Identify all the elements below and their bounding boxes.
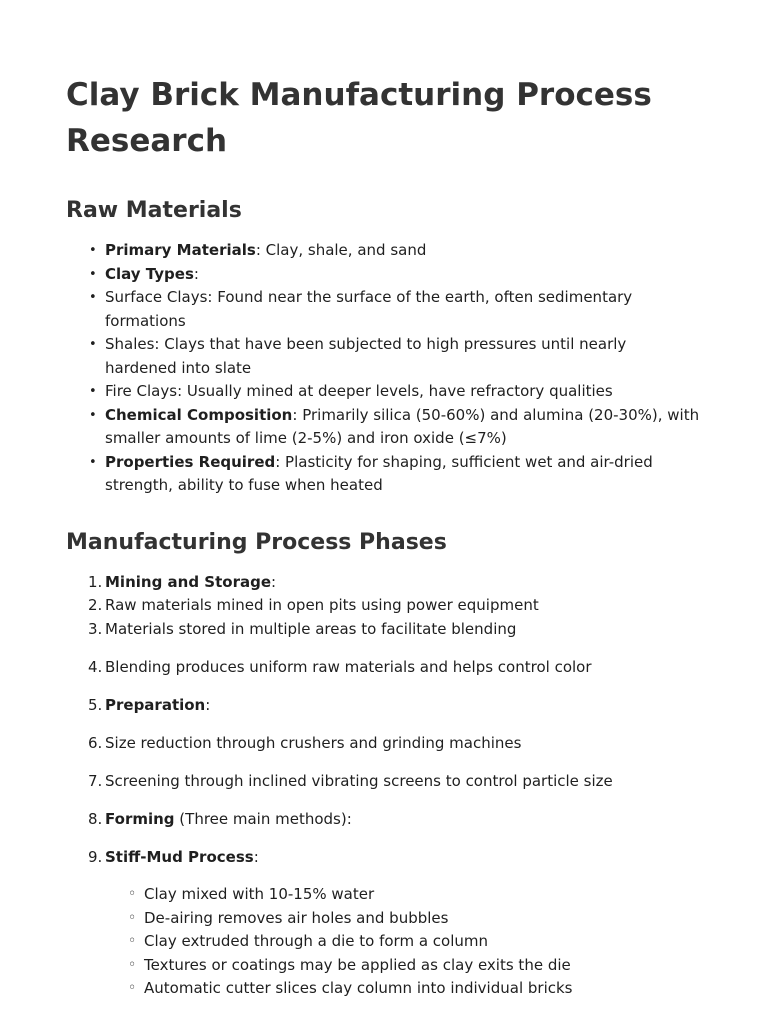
step-text: Blending produces uniform raw materials and helps control color xyxy=(105,657,592,676)
step-item xyxy=(88,656,702,680)
list-item xyxy=(105,380,702,404)
step-item xyxy=(88,770,702,794)
step-bold: Stiff-Mud Process xyxy=(105,847,254,866)
list-item-text: Shales: Clays that have been subjected to high pressures until nearly hardened into slate xyxy=(105,335,627,377)
list-item-bold: Chemical Composition xyxy=(105,405,293,424)
list-item xyxy=(105,333,702,380)
sub-list-item: ◦ Clay mixed with 10-15% water xyxy=(144,883,702,907)
step-text: : xyxy=(253,847,259,866)
section-heading-raw-materials: Raw Materials xyxy=(66,198,242,223)
step-text: Size reduction through crushers and grinding machines xyxy=(105,733,522,752)
step-item xyxy=(88,694,702,718)
step-bold: Preparation xyxy=(105,695,206,714)
sub-list-item: ◦ De-airing removes air holes and bubbles xyxy=(144,907,702,931)
list-item-text: : Primarily silica (50-60%) and alumina (20-30%), with smaller amounts of lime (2-5%) and iron oxide (≤7%) xyxy=(105,405,700,447)
list-item xyxy=(105,451,702,498)
step-item xyxy=(88,808,702,832)
step-number: 1. xyxy=(88,572,103,591)
step-number: 5. xyxy=(88,695,103,714)
list-item xyxy=(105,239,702,263)
step-text: (Three main methods): xyxy=(174,809,352,828)
list-item-bold: Clay Types xyxy=(105,264,194,283)
list-item-bold: Properties Required xyxy=(105,452,276,471)
section-heading-manufacturing: Manufacturing Process Phases xyxy=(66,529,447,555)
step-text: Materials stored in multiple areas to facilitate blending xyxy=(105,619,517,638)
step-number: 2. xyxy=(88,596,103,614)
stiff-mud-sub-list xyxy=(105,883,702,1001)
list-item-text: Fire Clays: Usually mined at deeper levels, have refractory qualities xyxy=(105,382,613,400)
step-item xyxy=(88,571,702,595)
list-item-text: : xyxy=(193,264,199,283)
step-text: : xyxy=(271,572,277,591)
list-item-bold: Primary Materials xyxy=(105,241,256,259)
step-number: 3. xyxy=(88,619,103,638)
step-item xyxy=(88,732,702,756)
step-item xyxy=(88,846,702,1001)
list-item-text: Surface Clays: Found near the surface of the earth, often sedimentary formations xyxy=(105,288,633,330)
step-bold: Mining and Storage xyxy=(105,572,271,591)
list-item-text: : Plasticity for shaping, sufficient wet and air-dried strength, ability to fuse when heated xyxy=(105,452,653,494)
page-title: Clay Brick Manufacturing Process Research xyxy=(66,77,652,159)
sub-list-item: ◦ Textures or coatings may be applied as clay exits the die xyxy=(144,954,702,978)
step-number: 7. xyxy=(88,771,103,790)
sub-list-item: ◦ Automatic cutter slices clay column into individual bricks xyxy=(144,977,702,1001)
step-bold: Forming xyxy=(105,809,175,828)
step-item xyxy=(88,618,702,642)
list-item xyxy=(105,286,702,333)
step-text: : xyxy=(205,695,211,714)
list-item xyxy=(105,263,702,287)
raw-materials-list xyxy=(66,239,702,498)
step-text: Screening through inclined vibrating screens to control particle size xyxy=(105,771,613,790)
step-number: 9. xyxy=(88,847,103,866)
list-item xyxy=(105,404,702,451)
step-number: 6. xyxy=(88,733,103,752)
sub-list-item: ◦ Clay extruded through a die to form a column xyxy=(144,930,702,954)
list-item-text: : Clay, shale, and sand xyxy=(255,241,427,259)
manufacturing-steps-list xyxy=(66,571,702,1001)
step-number: 8. xyxy=(88,809,103,828)
step-number: 4. xyxy=(88,657,103,676)
step-item xyxy=(88,594,702,618)
step-text: Raw materials mined in open pits using power equipment xyxy=(105,596,539,614)
